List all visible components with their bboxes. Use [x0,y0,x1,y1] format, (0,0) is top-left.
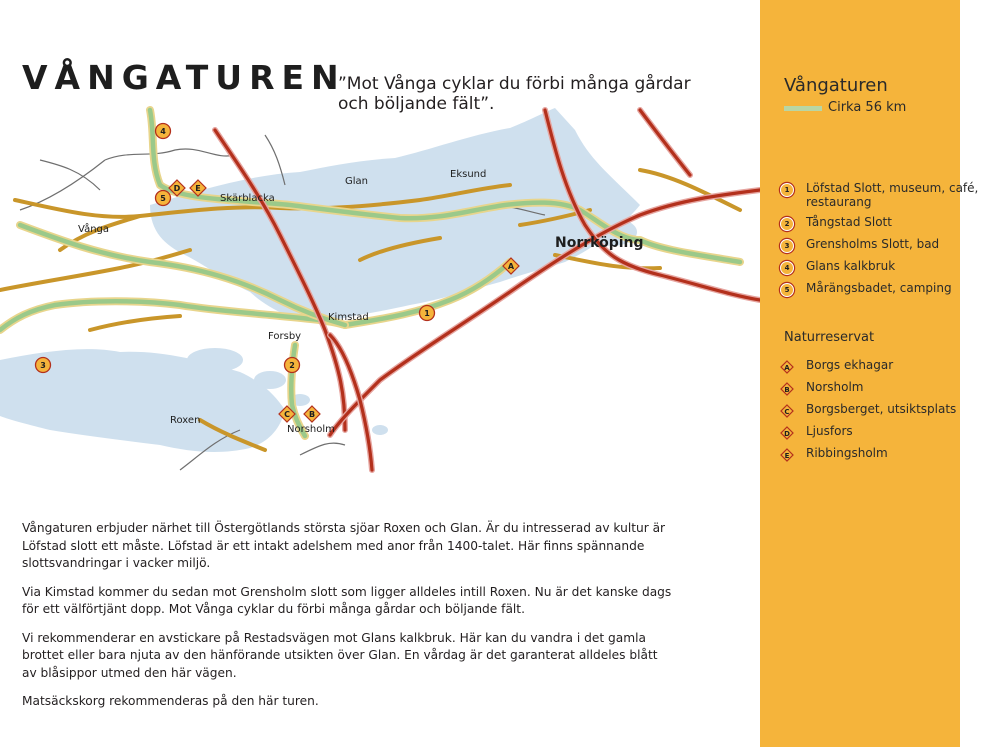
legend-label: Borgsberget, utsiktsplats [806,402,957,416]
legend-label: Löfstad Slott, museum, café, restaurang [806,181,979,209]
marker-4 [156,124,171,139]
label-forsby: Forsby [268,331,302,342]
marker-icon: 4 [780,261,794,275]
quote-line-1: ”Mot Vånga cyklar du förbi många gårdar [338,74,691,94]
marker-icon: 1 [780,183,794,197]
svg-text:C: C [784,408,790,416]
svg-text:5: 5 [160,194,166,203]
legend-label: Tångstad Slott [806,215,892,229]
label-eksund: Eksund [450,169,487,180]
svg-text:D: D [784,430,790,438]
diamond-marker-icon [780,426,794,440]
quote-line-2: och böljande fält”. [338,94,495,114]
marker-5 [156,191,171,206]
label-vanga: Vånga [78,224,110,235]
svg-text:1: 1 [424,309,430,318]
diamond-marker-icon [780,404,794,418]
svg-text:4: 4 [160,127,166,136]
svg-text:A: A [507,262,515,271]
svg-text:E: E [784,452,790,460]
marker-icon: 5 [780,283,794,297]
label-glan: Glan [345,176,368,187]
legend-label: Mårängsbadet, camping [806,281,952,295]
marker-1 [420,306,435,321]
svg-text:D: D [173,184,181,193]
label-norsholm: Norsholm [287,424,335,435]
svg-text:B: B [308,410,316,419]
legend-sidebar [760,0,979,747]
label-roxen: Roxen [170,415,201,426]
svg-text:E: E [195,184,201,193]
route-line-swatch [784,106,822,111]
legend-label: Ljusfors [806,424,853,438]
svg-text:2: 2 [289,361,295,370]
svg-text:C: C [284,410,290,419]
legend-label: Grensholms Slott, bad [806,237,940,251]
route-name: Vångaturen [784,75,888,96]
legend-label: Norsholm [806,380,864,394]
paragraph-3: Vi rekommenderar en avstickare på Restadsvägen mot Glans kalkbruk. Här kan du vandra i det gamla brottet eller bara njuta av den hänförande utsikten över Glan. En vårdag är det garanterat alldeles blått av blåsippor utmed den här vägen. [22,630,658,680]
route-distance: Cirka 56 km [828,100,907,115]
quote [338,74,691,114]
route-map [0,110,760,490]
marker-2 [285,358,300,373]
reserves-heading: Naturreservat [784,330,875,345]
svg-text:3: 3 [40,361,46,370]
page-title: VÅNGATUREN [22,58,346,97]
label-skarblacka: Skärblacka [220,193,275,204]
marker-icon: 2 [780,217,794,231]
marker-icon: 3 [780,239,794,253]
paragraph-4: Matsäckskorg rekommenderas på den här turen. [22,694,319,708]
svg-text:A: A [784,364,790,372]
marker-b [304,406,320,422]
legend-label: Borgs ekhagar [806,358,894,372]
label-norrkoping: Norrköping [555,235,644,251]
label-kimstad: Kimstad [328,312,369,323]
diamond-marker-icon [780,382,794,396]
diamond-marker-icon [780,448,794,462]
legend-label: Glans kalkbruk [806,259,896,273]
marker-3 [36,358,51,373]
svg-text:B: B [784,386,790,394]
paragraph-2: Via Kimstad kommer du sedan mot Grensholm slott som ligger alldeles intill Roxen. Nu är det kanske dags för ett välförtjänt dopp. Mot Vånga cyklar du förbi många gårdar och böljande fält. [22,584,672,616]
diamond-marker-icon [780,360,794,374]
description [22,520,672,722]
paragraph-1: Vångaturen erbjuder närhet till Östergötlands största sjöar Roxen och Glan. Är du intresserad av kultur är Löfstad slott ett måste. Löfstad är ett intakt adelshem med anor från 1400-talet. Här finns spännande slottsvandringar i vacker miljö. [22,521,666,570]
legend-label: Ribbingsholm [806,446,888,460]
